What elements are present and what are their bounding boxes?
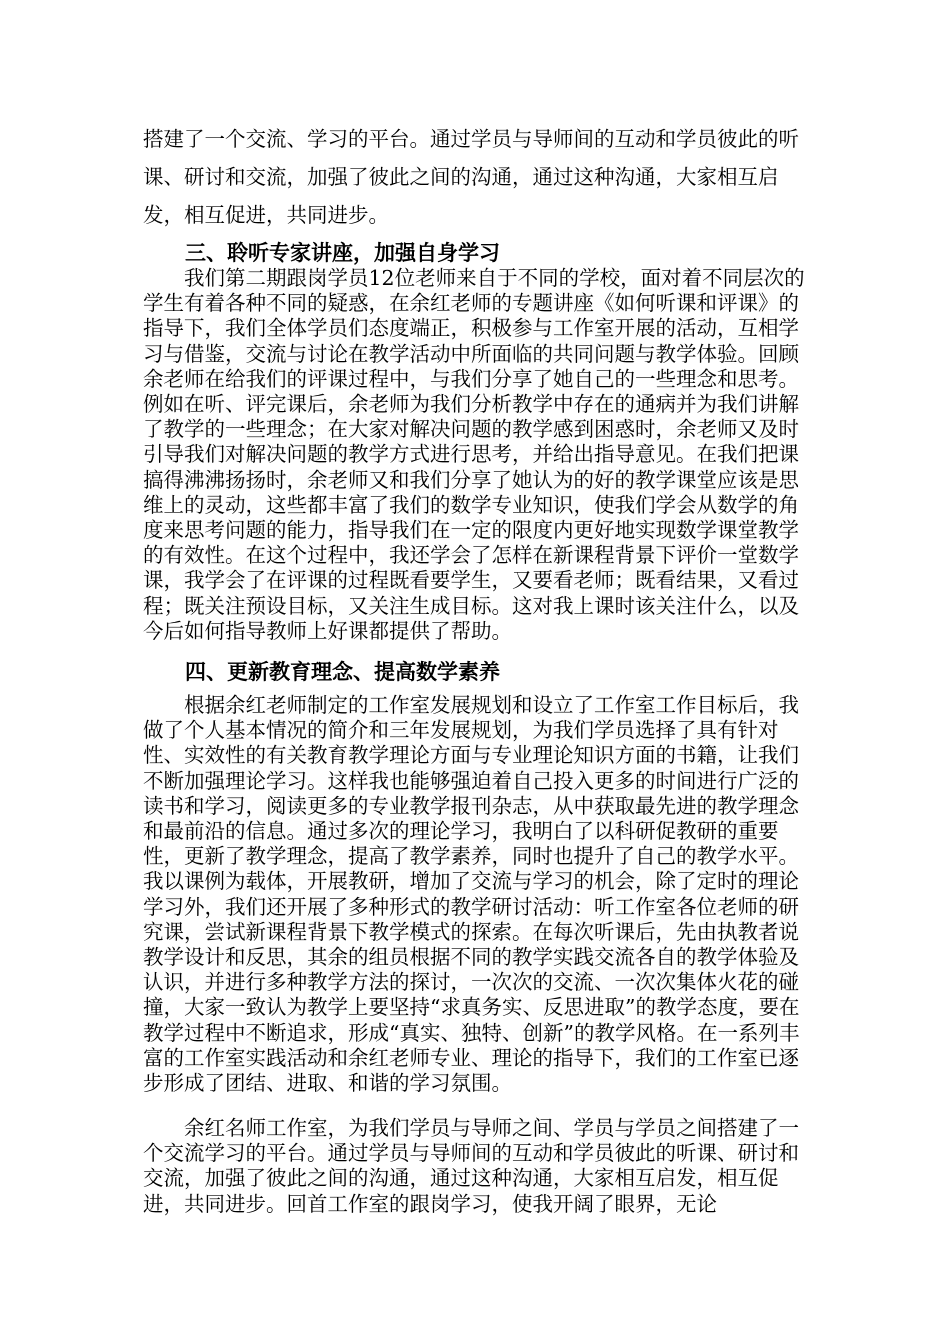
closing-paragraph — [143, 1116, 815, 1217]
section-4-paragraph-text: 根据余红老师制定的工作室发展规划和设立了工作室工作目标后，我做了个人基本情况的简介和三年发展规划，为我们学员选择了具有针对性、实效性的有关教育教学理论方面与专业理论知识方面的书籍，让我们不断加强理论学习。这样我也能够强迫着自己投入更多的时间进行广泛的读书和学习，阅读更多的专业教学报刊杂志，从中获取最先进的教学理念和最前沿的信息。通过多次的理论学习，我明白了以科研促教研的重要性，更新了教学理念，提高了教学素养，同时也提升了自己的教学水平。我以课例为载体，开展教研，增加了交流与学习的机会，除了定时的理论学习外，我们还开展了多种形式的教学研讨活动：听工作室各位老师的研究课，尝试新课程背景下教学模式的探索。在每次听课后，先由执教者说教学设计和反思，其余的组员根据不同的教学实践交流各自的教学体验及认识，并进行多种教学方法的探讨，一次次的交流、一次次集体火花的碰撞，大家一致认为教学上要坚持“求真务实、反思进取”的教学态度，要在教学过程中不断追求，形成“真实、独特、创新”的教学风格。在一系列丰富的工作室实践活动和余红老师专业、理论的指导下，我们的工作室已逐步形成了团结、进取、和谐的学习氛围。 — [143, 693, 800, 1096]
section-3-heading — [143, 240, 815, 266]
intro-paragraph — [143, 120, 815, 234]
intro-paragraph-text: 搭建了一个交流、学习的平台。通过学员与导师间的互动和学员彼此的听课、研讨和交流，加强了彼此之间的沟通，通过这种沟通，大家相互启发，相互促进，共同进步。 — [143, 127, 799, 227]
closing-paragraph-text: 余红名师工作室，为我们学员与导师之间、学员与学员之间搭建了一个交流学习的平台。通过学员与导师间的互动和学员彼此的听课、研讨和交流，加强了彼此之间的沟通，通过这种沟通，大家相互启发，相互促进，共同进步。回首工作室的跟岗学习，使我开阔了眼界，无论 — [143, 1116, 799, 1216]
section-3-paragraph — [143, 266, 815, 644]
section-4-heading-text: 四、更新教育理念、提高数学素养 — [185, 659, 500, 684]
section-4-heading — [143, 659, 815, 685]
section-4-paragraph — [143, 693, 815, 1096]
section-3-heading-text: 三、聆听专家讲座，加强自身学习 — [185, 240, 500, 265]
section-3-paragraph-text: 我们第二期跟岗学员12位老师来自于不同的学校，面对着不同层次的学生有着各种不同的疑惑，在余红老师的专题讲座《如何听课和评课》的指导下，我们全体学员们态度端正，积极参与工作室开展的活动，互相学习与借鉴，交流与讨论在教学活动中所面临的共同问题与教学体验。回顾余老师在给我们的评课过程中，与我们分享了她自己的一些理念和思考。例如在听、评完课后，余老师为我们分析教学中存在的通病并为我们讲解了教学的一些理念；在大家对解决问题的教学感到困惑时，余老师又及时引导我们对解决问题的教学方式进行思考，并给出指导意见。在我们把课搞得沸沸扬扬时，余老师又和我们分享了她认为的好的教学课堂应该是思维上的灵动，这些都丰富了我们的数学专业知识，使我们学会从数学的角度来思考问题的能力，指导我们在一定的限度内更好地实现数学课堂教学的有效性。在这个过程中，我还学会了怎样在新课程背景下评价一堂数学课，我学会了在评课的过程既看要学生，又要看老师；既看结果，又看过程；既关注预设目标，又关注生成目标。这对我上课时该关注什么，以及今后如何指导教师上好课都提供了帮助。 — [143, 266, 805, 643]
